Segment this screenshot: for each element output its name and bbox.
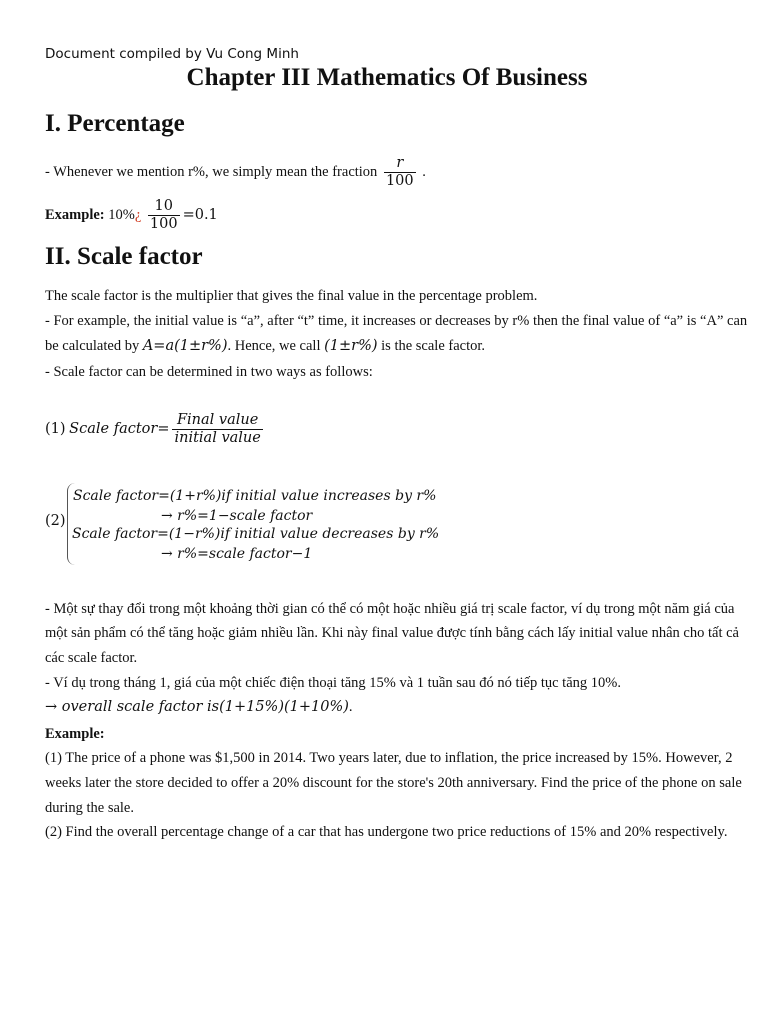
overall-formula: → overall scale factor is(1+15%)(1+10%) — [45, 699, 349, 715]
formula-A: A=a(1±r%) — [142, 338, 228, 354]
scale-factor-expression: (1±r%) — [324, 338, 378, 354]
formula-2-line-3: Scale factor=(1−r%)if initial value decreases by r% — [72, 526, 440, 542]
p3-mid: . Hence, we call — [227, 338, 321, 354]
example-value: 10% — [108, 206, 135, 223]
formula-2-line-2: → r%=1−scale factor — [161, 508, 313, 524]
scale-paragraph-4: - Scale factor can be determined in two ways as follows: — [45, 364, 373, 380]
example-heading: Example: — [45, 726, 105, 742]
formula-1-fraction — [172, 412, 262, 447]
fraction-r-over-100 — [384, 155, 416, 190]
percentage-definition — [45, 155, 426, 190]
example-1-line-2: weeks later the store decided to offer a 20% discount for the store's 20th anniversary. Find the price of the phone on sale — [45, 775, 742, 791]
example-result: =0.1 — [182, 206, 218, 223]
p3-pre: be calculated by — [45, 338, 140, 354]
chapter-title: Chapter III Mathematics Of Business — [186, 64, 588, 91]
section-heading-scale-factor: II. Scale factor — [45, 243, 203, 270]
scale-paragraph-3 — [45, 338, 485, 355]
example-label: Example: — [45, 206, 105, 223]
definition-text: - Whenever we mention r%, we simply mean the fraction — [45, 163, 378, 180]
example-2: (2) Find the overall percentage change of a car that has undergone two price reductions of 15% and 20% respectively. — [45, 824, 728, 840]
definition-end: . — [422, 163, 426, 180]
example-1-line-3: during the sale. — [45, 800, 134, 816]
scale-paragraph-2: - For example, the initial value is “a”, after “t” time, it increases or decreases by r% then the final value of “a” is “A” can — [45, 313, 748, 329]
formula-1-lhs: Scale factor= — [69, 420, 170, 437]
formula-1-denominator: initial value — [174, 430, 261, 446]
formula-2-line-1: Scale factor=(1+r%)if initial value increases by r% — [73, 488, 437, 504]
example-1-line-1: (1) The price of a phone was $1,500 in 2014. Two years later, due to inflation, the price increased by 15%. However, 2 — [45, 750, 733, 766]
overall-end: . — [348, 699, 353, 715]
vn-paragraph-1: - Một sự thay đổi trong một khoảng thời gian có thể có một hoặc nhiều giá trị scale factor, ví dụ trong một năm giá của — [45, 601, 735, 617]
percentage-example — [45, 198, 218, 233]
scale-paragraph-1: The scale factor is the multiplier that gives the final value in the percentage problem. — [45, 288, 538, 304]
p3-end: is the scale factor. — [381, 338, 486, 354]
vn-paragraph-3: các scale factor. — [45, 650, 138, 666]
fraction-numerator: r — [396, 155, 404, 171]
formula-2-label: (2) — [45, 513, 66, 529]
section-heading-percentage: I. Percentage — [45, 110, 185, 137]
vn-paragraph-2: một sản phẩm có thể tăng hoặc giảm nhiều lần. Khi này final value được tính bằng cách lấy initial value nhân cho tất cả — [45, 625, 739, 641]
formula-1-numerator: Final value — [176, 412, 259, 428]
fraction-denominator: 100 — [385, 173, 414, 189]
formula-1 — [45, 412, 266, 447]
formula-1-label: (1) — [45, 420, 66, 437]
compiled-by-note: Document compiled by Vu Cong Minh — [45, 46, 299, 62]
fraction-10-over-100 — [148, 198, 180, 233]
vn-paragraph-4: - Ví dụ trong tháng 1, giá của một chiếc điện thoại tăng 15% và 1 tuần sau đó nó tiếp tục tăng 10%. — [45, 675, 621, 691]
example-denominator: 100 — [149, 216, 178, 232]
example-glyph: ¿ — [134, 206, 142, 223]
formula-2-line-4: → r%=scale factor−1 — [161, 546, 313, 562]
overall-scale-factor — [45, 699, 353, 716]
example-numerator: 10 — [154, 198, 173, 214]
